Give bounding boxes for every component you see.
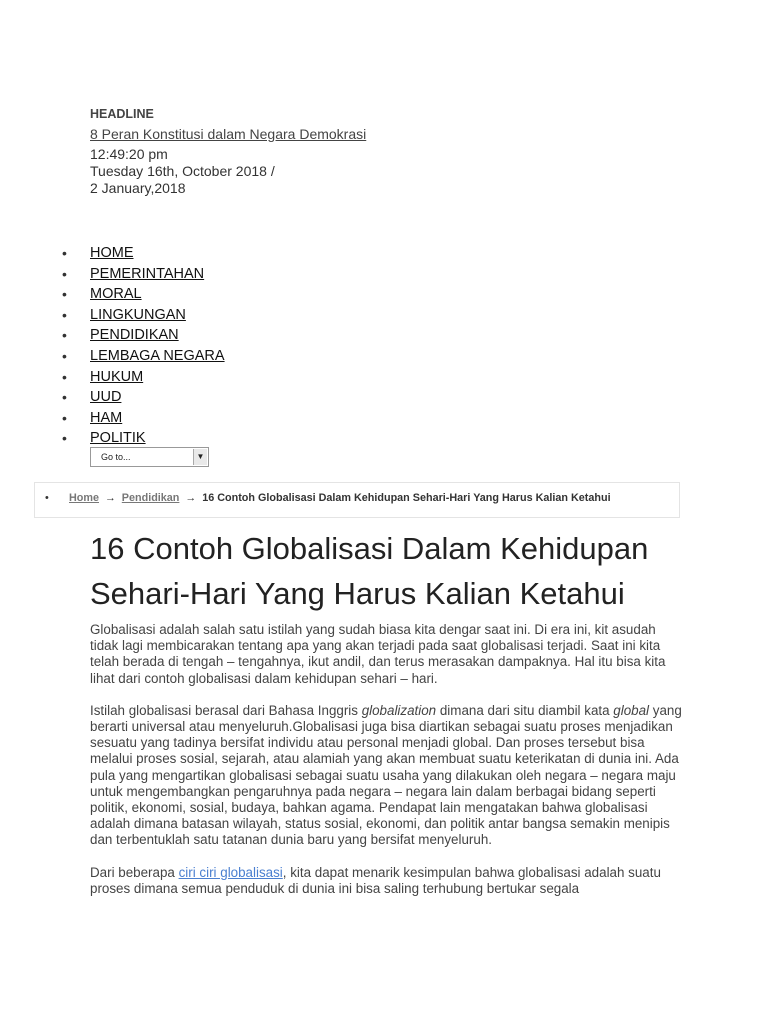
nav-item-home xyxy=(62,243,225,264)
bullet-icon: • xyxy=(62,368,67,385)
header-date-line-1: Tuesday 16th, October 2018 / xyxy=(90,163,275,179)
article-paragraph-1: Globalisasi adalah salah satu istilah yang sudah biasa kita dengar saat ini. Di era ini, kit asudah tidak lagi membicarakan tentang apa yang akan terjadi pada saat globalisasi terjadi. Saat ini kita telah berada di tengah – tengahnya, ikut andil, dan terus merasakan dampaknya. Hal itu bisa kita lihat dari contoh globalisasi dalam kehidupan sehari – hari. xyxy=(90,622,666,686)
nav-item-moral xyxy=(62,284,225,305)
nav-link-pendidikan[interactable]: PENDIDIKAN xyxy=(90,327,179,344)
headline-block xyxy=(90,106,690,197)
nav-item-lingkungan xyxy=(62,305,225,326)
chevron-down-icon[interactable]: ▼ xyxy=(193,449,207,465)
nav-link-lembaga-negara[interactable]: LEMBAGA NEGARA xyxy=(90,347,225,364)
bullet-icon: • xyxy=(62,327,67,344)
bullet-icon: • xyxy=(62,265,67,282)
bullet-icon: • xyxy=(62,245,67,261)
header-time: 12:49:20 pm xyxy=(90,146,168,162)
article-emphasis: globalization xyxy=(361,702,437,718)
nav-link-pemerintahan[interactable]: PEMERINTAHAN xyxy=(90,265,205,282)
nav-link-uud[interactable]: UUD xyxy=(90,389,122,406)
main-nav xyxy=(62,243,225,449)
bullet-icon: • xyxy=(62,389,67,406)
nav-item-uud xyxy=(62,387,225,408)
nav-link-moral[interactable]: MORAL xyxy=(90,286,142,303)
breadcrumb-home-link[interactable]: Home xyxy=(69,492,99,504)
nav-link-politik[interactable]: POLITIK xyxy=(90,430,146,447)
goto-select-label: Go to... xyxy=(101,452,131,462)
breadcrumb-category-link[interactable]: Pendidikan xyxy=(121,492,180,504)
nav-link-ham[interactable]: HAM xyxy=(90,409,123,426)
breadcrumb-box xyxy=(34,482,680,518)
breadcrumb-current: 16 Contoh Globalisasi Dalam Kehidupan Sehari-Hari Yang Harus Kalian Ketahui xyxy=(202,492,611,504)
nav-item-pendidikan xyxy=(62,325,225,346)
nav-link-lingkungan[interactable]: LINGKUNGAN xyxy=(90,306,186,323)
goto-select[interactable] xyxy=(90,447,209,467)
article-paragraph-3 xyxy=(90,865,682,897)
article-title: 16 Contoh Globalisasi Dalam Kehidupan Sehari-Hari Yang Harus Kalian Ketahui xyxy=(90,531,649,611)
headline-label: HEADLINE xyxy=(90,107,154,121)
bullet-icon: • xyxy=(62,286,67,303)
article-text: yang berarti universal atau menyeluruh.Globalisasi juga bisa diartikan sebagai suatu proses menjadikan sesuatu yang tadinya bersifat individu atau personal menjadi global. Dan proses tersebut bisa melalui proses sosial, sejarah, atau alamiah yang akan membuat suatu keterikatan di dunia ini. Ada pula yang mengartikan globalisasi sebagai suatu usaha yang dilakukan oleh negara – negara maju untuk mengembangkan pengaruhnya pada negara – negara lain dalam berbagai bidang seperti politik, ekonomi, sosial, budaya, bahkan agama. Pendapat lain mengatakan bahwa globalisasi adalah dimana batasan wilayah, status sosial, ekonomi, dan politik antar bangsa semakin menipis dan terbentuklah satu tatanan dunia baru yang bersifat menyeluruh. xyxy=(90,702,682,848)
breadcrumb-separator: → xyxy=(105,492,116,504)
article-text: Dari beberapa xyxy=(90,864,179,880)
nav-link-hukum[interactable]: HUKUM xyxy=(90,368,144,385)
article-text: , kita dapat menarik kesimpulan bahwa globalisasi adalah suatu proses dimana semua penduduk di dunia ini bisa saling terhubung bertukar segala xyxy=(90,864,661,896)
breadcrumb xyxy=(45,492,611,504)
article-text: Istilah globalisasi berasal dari Bahasa Inggris xyxy=(90,702,362,718)
nav-item-ham xyxy=(62,408,225,429)
article-emphasis: global xyxy=(613,702,650,718)
breadcrumb-separator: → xyxy=(185,492,197,504)
article-paragraph-2 xyxy=(90,703,682,849)
nav-item-pemerintahan xyxy=(62,264,225,285)
article-body xyxy=(90,622,682,913)
article-text: dimana dari situ diambil kata xyxy=(436,702,614,718)
headline-link[interactable]: 8 Peran Konstitusi dalam Negara Demokrasi xyxy=(90,126,367,142)
ciri-globalisasi-link[interactable]: ciri ciri globalisasi xyxy=(178,864,283,880)
header-date-line-2: 2 January,2018 xyxy=(90,180,186,196)
nav-item-hukum xyxy=(62,367,225,388)
nav-item-politik xyxy=(62,428,225,449)
bullet-icon: • xyxy=(62,409,67,426)
bullet-icon: • xyxy=(62,306,67,323)
bullet-icon: • xyxy=(62,347,67,364)
bullet-icon: • xyxy=(45,492,49,504)
bullet-icon: • xyxy=(62,430,67,447)
nav-item-lembaga-negara xyxy=(62,346,225,367)
nav-link-home[interactable]: HOME xyxy=(90,245,134,261)
